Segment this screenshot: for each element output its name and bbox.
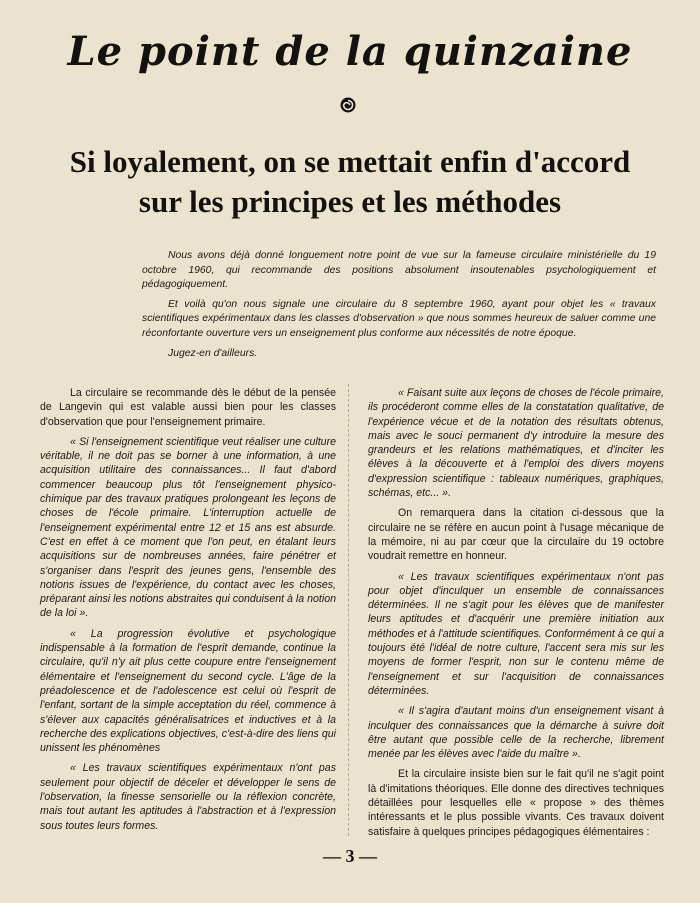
intro-paragraph: Nous avons déjà donné longuement notre point de vue sur la fameuse circulaire ministérielle du 19 octobre 1960, qui recommande des positions absolument insoutenables psychologiquement et pédagogiquement. [142, 250, 656, 291]
body-paragraph: On remarquera dans la citation ci-dessous que la circulaire ne se réfère en aucun point à l'usage mécanique de la mémoire, ni au par cœur que la circulaire du 19 octobre voudrait remettre en honneur. [368, 507, 664, 563]
intro-paragraph: Et voilà qu'on nous signale une circulaire du 8 septembre 1960, ayant pour objet les « travaux scientifiques expérimentaux dans les classes d'observation » que nous sommes heureux de saluer comme une réconfortante ouverture vers un enseignement plus conforme aux nécessités de notre époque. [142, 298, 656, 339]
article-intro [142, 249, 656, 366]
body-paragraph: Et la circulaire insiste bien sur le fait qu'il ne s'agit point là d'imitations théoriques. Elle donne des directives techniques détaillées pour lesquelles elle « propose » des thèmes intéressants et le plus possible vivants. Ces travaux doivent satisfaire à quelques principes pédagogiques élémentaires : [368, 768, 664, 838]
article-headline [20, 142, 680, 222]
spiral-ornament-icon [339, 96, 357, 114]
quote-paragraph: « Les travaux scientifiques expérimentaux n'ont pas pour objet d'inculquer un ensemble de connaissances déterminées. Il ne s'agit pour les élèves que de manifester leurs aptitudes et d'acquérir une première initiation aux méthodes et à l'attitude scientifiques. Conformément à ce qui a toujours été l'idéal de notre culture, l'accent sera mis sur les moyens de former l'esprit, non sur le contenu même de l'enseignement et sur l'acquisition de connaissances déterminées. [368, 570, 664, 697]
body-paragraph: La circulaire se recommande dès le début de la pensée de Langevin qui est valable aussi bien pour les classes d'observation que pour l'enseignement primaire. [40, 387, 336, 428]
headline-line-2: sur les principes et les méthodes [138, 184, 562, 219]
quote-paragraph: « Il s'agira d'autant moins d'un enseignement visant à inculquer des connaissances que la démarche à suivre doit être autant que possible celle de la recherche, librement menée par les élèves avec l'aide du maître ». [368, 705, 664, 761]
left-column [40, 386, 336, 839]
right-column [368, 386, 664, 845]
section-rubric: Le point de la quinzaine [67, 28, 633, 75]
column-divider [348, 384, 349, 836]
headline-line-1: Si loyalement, on se mettait enfin d'accord [69, 144, 631, 179]
quote-paragraph: « Faisant suite aux leçons de choses de l'école primaire, ils procéderont comme elles de la constatation qualitative, de l'expérience vécue et de la notation des résultats obtenus, mais avec le souci permanent d'y introduire la mesure des grandeurs et les relations mathématiques, et d'inciter les élèves à la découverte et à l'emploi des divers moyens d'expression scientifique : tableaux numériques, graphiques, schémas, etc... ». [368, 387, 664, 500]
quote-paragraph: « Les travaux scientifiques expérimentaux n'ont pas seulement pour objectif de déceler et développer le sens de l'observation, la finesse sensorielle ou la réflexion concrète, mais tout autant les aptitudes à l'abstraction et à l'expression sous toutes leurs formes. [40, 762, 336, 832]
quote-paragraph: « La progression évolutive et psychologique indispensable à la formation de l'esprit demande, continue la circulaire, qu'il n'y ait plus cette coupure entre l'enseignement élémentaire et l'enseignement du second cycle. L'âge de la préadolescence et de l'adolescence est celui où l'esprit de l'enfant, sortant de la simple acceptation du réel, commence à s'élever aux capacités généralisatrices et inductives et à la recherche des explications objectives, c'est-à-dire des liens qui unissent les phénomènes [40, 627, 336, 755]
page-number: — 3 — [323, 846, 377, 866]
intro-paragraph: Jugez-en d'ailleurs. [168, 347, 258, 359]
quote-paragraph: « Si l'enseignement scientifique veut réaliser une culture véritable, il ne doit pas se borner à une information, à une acquisition utilitaire des connaissances... Il faut d'abord commencer beaucoup plus tôt l'enseignement physico-chimique par des travaux pratiques prolongeant les leçons de choses de l'école primaire. L'interruption actuelle de l'enseignement expérimental entre 12 et 15 ans est absurde. C'est en effet à ce moment que l'on peut, en étalant leurs acquisitions sur de nombreuses années, faire pénétrer et s'organiser dans l'esprit des jeunes gens, l'ensemble des notions issues de l'expérience, du contact avec les choses, préparant ainsi les notions abstraites qui conduisent à la notion de la loi ». [40, 435, 336, 620]
